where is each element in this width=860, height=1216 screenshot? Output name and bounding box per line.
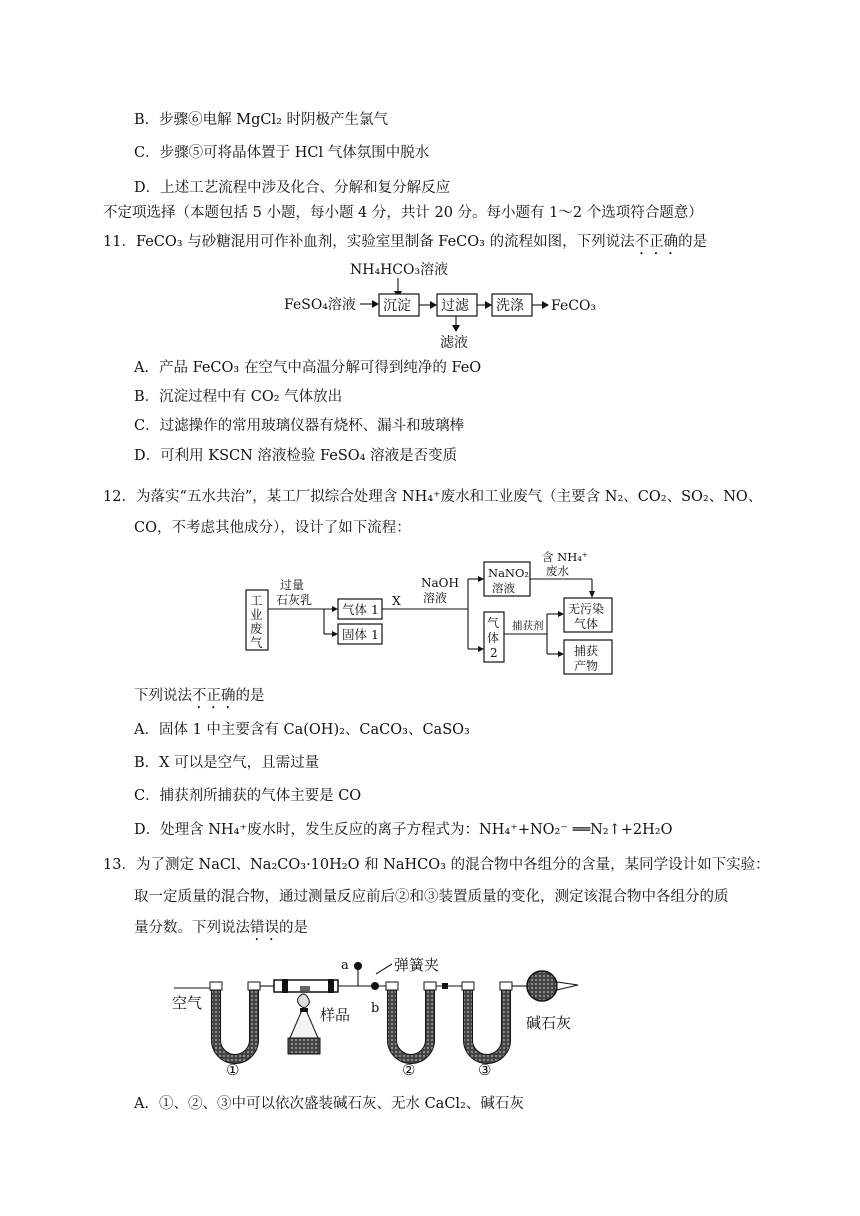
u-tube-1 (210, 982, 260, 1059)
product-a: 捕获 (574, 644, 599, 658)
q13-stem-line1: 13．为了测定 NaCl、Na₂CO₃·10H₂O 和 NaHCO₃ 的混合物中各组分的含量，某同学设计如下实验： (103, 857, 770, 873)
valve-b-label: b (371, 1001, 380, 1016)
source-char: 气 (250, 635, 263, 650)
source-char: 工 (250, 593, 263, 608)
tube-1-label: ① (226, 1061, 240, 1079)
waste-b: 废水 (546, 564, 569, 578)
arrow-head (558, 651, 564, 657)
arrow-head (589, 591, 595, 598)
clean-b: 气体 (574, 617, 599, 631)
arrow-head (430, 301, 437, 309)
reagent2-b: 溶液 (423, 591, 448, 605)
q12-option-b: B．X 可以是空气，且需过量 (134, 755, 320, 771)
q13-stem-line3: 量分数。下列说法错误的是 (134, 920, 308, 936)
flow-reagent: NH₄HCO₃溶液 (350, 262, 449, 278)
tube-stopper (282, 979, 288, 993)
q13-option-a: A．①、②、③中可以依次盛装碱石灰、无水 CaCl₂、碱石灰 (134, 1096, 524, 1112)
clamp-pointer (376, 964, 392, 974)
arrow-head (452, 325, 460, 332)
arrow-head (478, 646, 484, 652)
gas1-label: 气体 1 (342, 602, 379, 617)
q12-option-a: A．固体 1 中主要含有 Ca(OH)₂、CaCO₃、CaSO₃ (134, 722, 470, 738)
flow-step1: 沉淀 (383, 298, 411, 314)
clamp-label: 弹簧夹 (394, 956, 440, 974)
clean-a: 无污染 (568, 602, 605, 616)
emphasis-marker: 不正确 (192, 688, 236, 704)
sample-label: 样品 (320, 1006, 351, 1024)
flow-step2: 过滤 (441, 298, 469, 314)
gas2-a: 气 (487, 616, 500, 630)
arrow-head (478, 576, 484, 582)
q13-apparatus-diagram (170, 950, 610, 1080)
flow-byproduct: 滤液 (440, 335, 468, 351)
alcohol-lamp (288, 994, 320, 1054)
nano2-b: 溶液 (492, 581, 515, 595)
q12-option-d: D．处理含 NH₄⁺废水时，发生反应的离子方程式为：NH₄⁺+NO₂⁻ ══N₂↑+2H₂O (134, 822, 673, 838)
valve-a-label: a (341, 958, 349, 973)
section-header: 不定项选择（本题包括 5 小题，每小题 4 分，共计 20 分。每小题有 1～2 个选项符合题意） (103, 205, 703, 221)
u-tube-2 (386, 982, 436, 1059)
reagent1-a: 过量 (280, 578, 305, 592)
q12-option-c: C．捕获剂所捕获的气体主要是 CO (134, 788, 362, 804)
gas2-b: 体 (487, 631, 500, 645)
q10-option-d: D．上述工艺流程中涉及化合、分解和复分解反应 (134, 180, 451, 196)
flow-product: FeCO₃ (551, 298, 597, 314)
x-label: X (392, 593, 401, 608)
q12-stem-line2: CO，不考虑其他成分），设计了如下流程： (134, 520, 411, 536)
nano2-a: NaNO₂ (488, 566, 530, 580)
q11-stem: 11．FeCO₃ 与砂糖混用可作补血剂，实验室里制备 FeCO₃ 的流程如图，下列说法不正确的是 (103, 234, 708, 250)
solid1-label: 固体 1 (342, 627, 379, 642)
clamp-b (371, 982, 379, 990)
q12-stem-line1: 12．为落实“五水共治”，某工厂拟综合处理含 NH₄⁺废水和工业废气（主要含 N₂、CO₂、SO₂、NO、 (103, 489, 763, 505)
emphasis-marker: 错误 (250, 920, 279, 936)
q11-option-d: D．可利用 KSCN 溶液检验 FeSO₄ 溶液是否变质 (134, 448, 458, 464)
flow-start: FeSO₄溶液 (284, 297, 356, 313)
q10-option-c: C．步骤⑤可将晶体置于 HCl 气体氛围中脱水 (134, 145, 430, 161)
q11-option-a: A．产品 FeCO₃ 在空气中高温分解可得到纯净的 FeO (134, 360, 482, 376)
arrow-head (372, 300, 379, 308)
product-b: 产物 (574, 659, 599, 673)
arrow-head (485, 301, 492, 309)
lime-label: 碱石灰 (526, 1014, 572, 1032)
q10-option-b: B．步骤⑥电解 MgCl₂ 时阴极产生氯气 (134, 112, 389, 128)
air-label: 空气 (172, 994, 203, 1012)
source-char: 废 (250, 621, 263, 636)
arrow-head (558, 611, 564, 617)
q12-question: 下列说法不正确的是 (134, 688, 265, 704)
emphasis-marker: 不正确 (634, 234, 679, 250)
arrow-head (332, 631, 338, 637)
q11-option-b: B．沉淀过程中有 CO₂ 气体放出 (134, 389, 343, 405)
flow-step3: 洗涤 (496, 298, 524, 314)
tube-stopper (328, 979, 334, 993)
arrow-head (542, 301, 549, 309)
q13-stem-line2: 取一定质量的混合物，通过测量反应前后②和③装置质量的变化，测定该混合物中各组分的质 (134, 889, 729, 905)
waste-a: 含 NH₄⁺ (542, 550, 588, 564)
clamp-a (354, 962, 362, 970)
reagent1-b: 石灰乳 (276, 593, 313, 607)
arrow-head (332, 606, 338, 612)
u-tube-3 (462, 982, 512, 1059)
q11-flow-diagram (280, 258, 620, 358)
sample-powder (300, 986, 310, 991)
tube-3-label: ③ (478, 1061, 492, 1079)
q11-option-c: C．过滤操作的常用玻璃仪器有烧杯、漏斗和玻璃棒 (134, 418, 465, 434)
tube-2-label: ② (402, 1061, 416, 1079)
capture-agent: 捕获剂 (512, 620, 544, 632)
drying-bulb (527, 971, 578, 1001)
gas2-c: 2 (490, 646, 498, 660)
source-char: 业 (250, 607, 263, 622)
q12-flow-diagram (240, 546, 640, 676)
joint (442, 983, 448, 989)
reagent2-a: NaOH (421, 576, 459, 590)
